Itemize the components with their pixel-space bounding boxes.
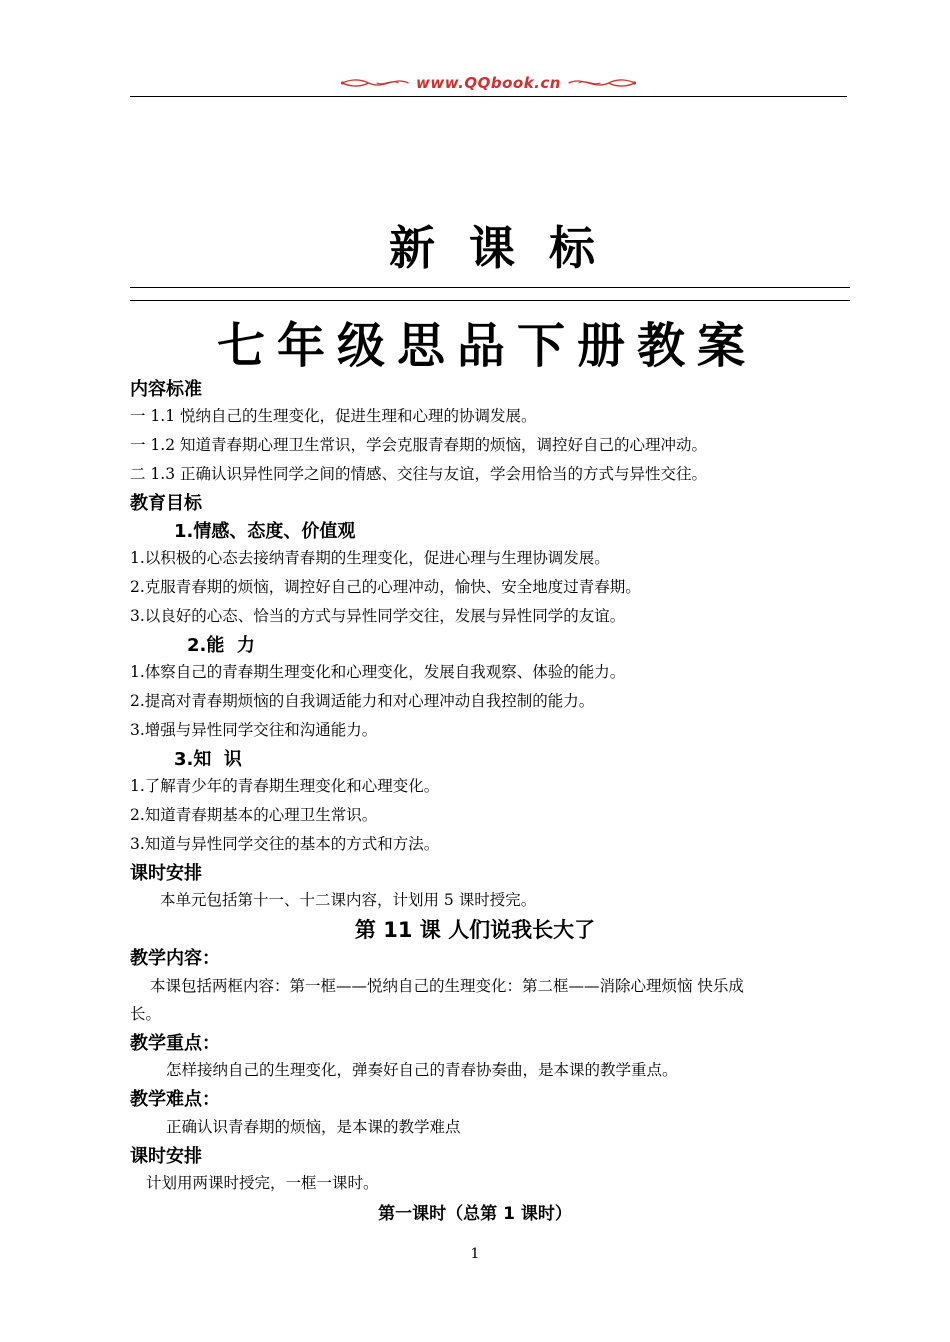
goal-item: 3.以良好的心态、恰当的方式与异性同学交往，发展与异性同学的友谊。 — [130, 607, 626, 625]
left-flourish-icon — [338, 74, 410, 92]
header-divider — [130, 96, 847, 97]
standard-item: 二 1.3 正确认识异性同学之间的情感、交往与友谊，学会用恰当的方式与异性交往。 — [130, 465, 708, 483]
goal-group-title: 3.知 识 — [174, 749, 242, 770]
section-heading-education-goals: 教育目标 — [130, 493, 202, 514]
lesson-schedule-text: 计划用两课时授完，一框一课时。 — [146, 1174, 379, 1192]
teaching-content-text: 本课包括两框内容：第一框——悦纳自己的生理变化：第二框——消除心理烦恼 快乐成 — [150, 977, 744, 995]
period-title: 第一课时（总第 1 课时） — [378, 1204, 572, 1224]
goal-item: 1.体察自己的青春期生理变化和心理变化，发展自我观察、体验的能力。 — [130, 663, 626, 681]
title-rule-bottom — [130, 300, 850, 301]
goal-item: 1.了解青少年的青春期生理变化和心理变化。 — [130, 777, 440, 795]
section-heading-content-standard: 内容标准 — [130, 379, 202, 400]
goal-group-title: 2.能 力 — [187, 635, 255, 656]
key-points-text: 怎样接纳自己的生理变化，弹奏好自己的青春协奏曲，是本课的教学重点。 — [166, 1061, 678, 1079]
goal-group-title: 1.情感、态度、价值观 — [174, 521, 356, 542]
main-title: 新课标 — [389, 221, 629, 275]
section-heading-teaching-content: 教学内容： — [130, 948, 220, 969]
sub-title: 七年级思品下册教案 — [216, 318, 757, 374]
goal-item: 2.克服青春期的烦恼，调控好自己的心理冲动，愉快、安全地度过青春期。 — [130, 578, 641, 596]
right-flourish-icon — [567, 74, 639, 92]
goal-item: 3.知道与异性同学交往的基本的方式和方法。 — [130, 835, 440, 853]
title-rule-top — [130, 287, 850, 288]
site-logo — [338, 74, 639, 92]
section-heading-schedule: 课时安排 — [130, 863, 202, 884]
section-heading-key-points: 教学重点： — [130, 1033, 220, 1054]
schedule-text: 本单元包括第十一、十二课内容，计划用 5 课时授完。 — [160, 891, 537, 909]
logo-text: www.QQbook.cn — [416, 74, 561, 92]
difficulties-text: 正确认识青春期的烦恼，是本课的教学难点 — [166, 1118, 461, 1136]
section-heading-lesson-schedule: 课时安排 — [130, 1146, 202, 1167]
goal-item: 2.提高对青春期烦恼的自我调适能力和对心理冲动自我控制的能力。 — [130, 692, 595, 710]
section-heading-difficulties: 教学难点： — [130, 1089, 220, 1110]
standard-item: 一 1.1 悦纳自己的生理变化，促进生理和心理的协调发展。 — [130, 407, 537, 425]
page-number: 1 — [470, 1246, 480, 1262]
standard-item: 一 1.2 知道青春期心理卫生常识，学会克服青春期的烦恼，调控好自己的心理冲动。 — [130, 436, 708, 454]
goal-item: 1.以积极的心态去接纳青春期的生理变化，促进心理与生理协调发展。 — [130, 549, 610, 567]
goal-item: 2.知道青春期基本的心理卫生常识。 — [130, 806, 378, 824]
teaching-content-text-cont: 长。 — [130, 1005, 162, 1023]
goal-item: 3.增强与异性同学交往和沟通能力。 — [130, 721, 378, 739]
page-header — [130, 70, 847, 100]
lesson-title: 第 11 课 人们说我长大了 — [354, 918, 596, 942]
